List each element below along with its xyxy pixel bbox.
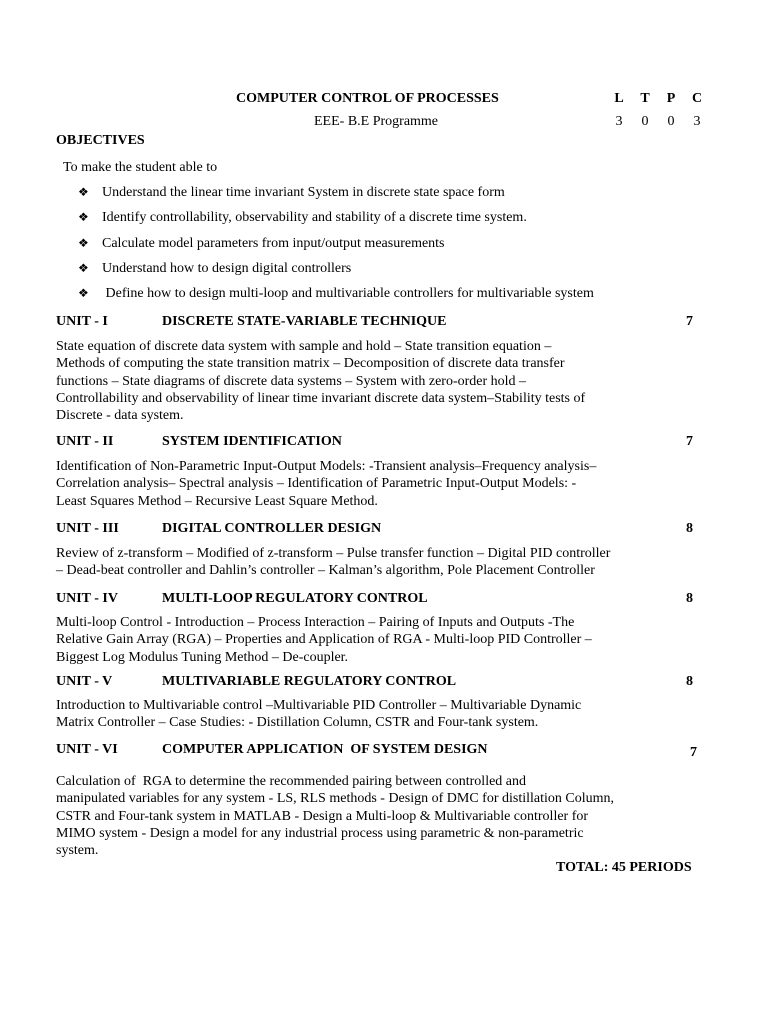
unit-3-hours: 8 <box>686 521 693 536</box>
unit-4-description: Multi-loop Control - Introduction – Process Interaction – Pairing of Inputs and Outputs -The Relative Gain Array (RGA) – Properties and Application of RGA - Multi-loop PID Controller – Biggest Log Modulus Tuning Method – De-coupler. <box>56 615 592 665</box>
four-diamond-bullet-icon: ❖ <box>78 261 89 275</box>
ltpc-header <box>606 91 710 107</box>
unit-2-hours: 7 <box>686 434 693 449</box>
unit-1-hours: 7 <box>686 314 693 329</box>
ltpc-value-l: 3 <box>615 114 623 129</box>
unit-2-title: SYSTEM IDENTIFICATION <box>162 434 342 449</box>
unit-5-hours: 8 <box>686 674 693 689</box>
unit-5-id: UNIT - V <box>56 674 113 689</box>
programme-label: EEE- B.E Programme <box>314 114 439 129</box>
unit-2-description: Identification of Non-Parametric Input-Output Models: -Transient analysis–Frequency analysis– Correlation analysis– Spectral analysis – Identification of Parametric Input-Output Models: - Least Squares Method – Recursive Least Square Method. <box>56 459 597 509</box>
objective-item: ❖ Define how to design multi-loop and multivariable controllers for multivariable system <box>78 286 594 301</box>
four-diamond-bullet-icon: ❖ <box>78 286 89 300</box>
unit-4-hours: 8 <box>686 591 693 606</box>
unit-3-title: DIGITAL CONTROLLER DESIGN <box>162 521 382 536</box>
ltpc-value-p: 0 <box>667 114 675 129</box>
unit-2-id: UNIT - II <box>56 434 114 449</box>
course-title: COMPUTER CONTROL OF PROCESSES <box>236 91 499 106</box>
ltpc-label-l: L <box>614 91 624 106</box>
unit-3-id: UNIT - III <box>56 521 119 536</box>
ltpc-label-c: C <box>691 91 703 106</box>
unit-4-id: UNIT - IV <box>56 591 118 606</box>
unit-5-title: MULTIVARIABLE REGULATORY CONTROL <box>162 674 457 689</box>
total-periods: TOTAL: 45 PERIODS <box>556 860 692 875</box>
unit-1-title: DISCRETE STATE-VARIABLE TECHNIQUE <box>162 314 447 329</box>
objective-item: ❖ Understand the linear time invariant System in discrete state space form <box>78 185 505 200</box>
ltpc-label-t: T <box>640 91 650 106</box>
ltpc-label-p: P <box>666 91 676 106</box>
unit-3-description: Review of z-transform – Modified of z-transform – Pulse transfer function – Digital PID controller – Dead-beat controller and Dahlin’s controller – Kalman’s algorithm, Pole Placement Controller <box>56 546 611 579</box>
four-diamond-bullet-icon: ❖ <box>78 236 89 250</box>
unit-5-description: Introduction to Multivariable control –Multivariable PID Controller – Multivariable Dynamic Matrix Controller – Case Studies: - Distillation Column, CSTR and Four-tank system. <box>56 698 582 731</box>
objectives-intro: To make the student able to <box>63 160 218 175</box>
unit-6-description: Calculation of RGA to determine the recommended pairing between controlled and manipulated variables for any system - LS, RLS methods - Design of DMC for distillation Column, CSTR and Four-tank system in MATLAB - Design a Multi-loop & Multivariable controller for MIMO system - Design a model for any industrial process using parametric & non-parametric system. <box>56 774 614 859</box>
ltpc-value-c: 3 <box>693 114 701 129</box>
four-diamond-bullet-icon: ❖ <box>78 185 89 199</box>
objective-item: ❖ Calculate model parameters from input/output measurements <box>78 236 445 251</box>
objectives-heading: OBJECTIVES <box>56 133 145 148</box>
unit-4-title: MULTI-LOOP REGULATORY CONTROL <box>162 591 428 606</box>
unit-6-hours: 7 <box>690 745 697 760</box>
objective-item: ❖ Understand how to design digital controllers <box>78 261 352 276</box>
ltpc-value-t: 0 <box>641 114 649 129</box>
four-diamond-bullet-icon: ❖ <box>78 210 89 224</box>
unit-1-description: State equation of discrete data system with sample and hold – State transition equation – Methods of computing the state transition matrix – Decomposition of discrete data transfer functions – State diagrams of discrete data systems – System with zero-order hold – Controllability and observability of linear time invariant discrete data system–Stability tests of Discrete - data system. <box>56 339 586 424</box>
objective-item: ❖ Identify controllability, observability and stability of a discrete time system. <box>78 210 527 225</box>
ltpc-values <box>606 114 710 130</box>
unit-6-id: UNIT - VI <box>56 742 118 757</box>
unit-1-id: UNIT - I <box>56 314 108 329</box>
unit-6-title: COMPUTER APPLICATION OF SYSTEM DESIGN <box>162 742 488 757</box>
